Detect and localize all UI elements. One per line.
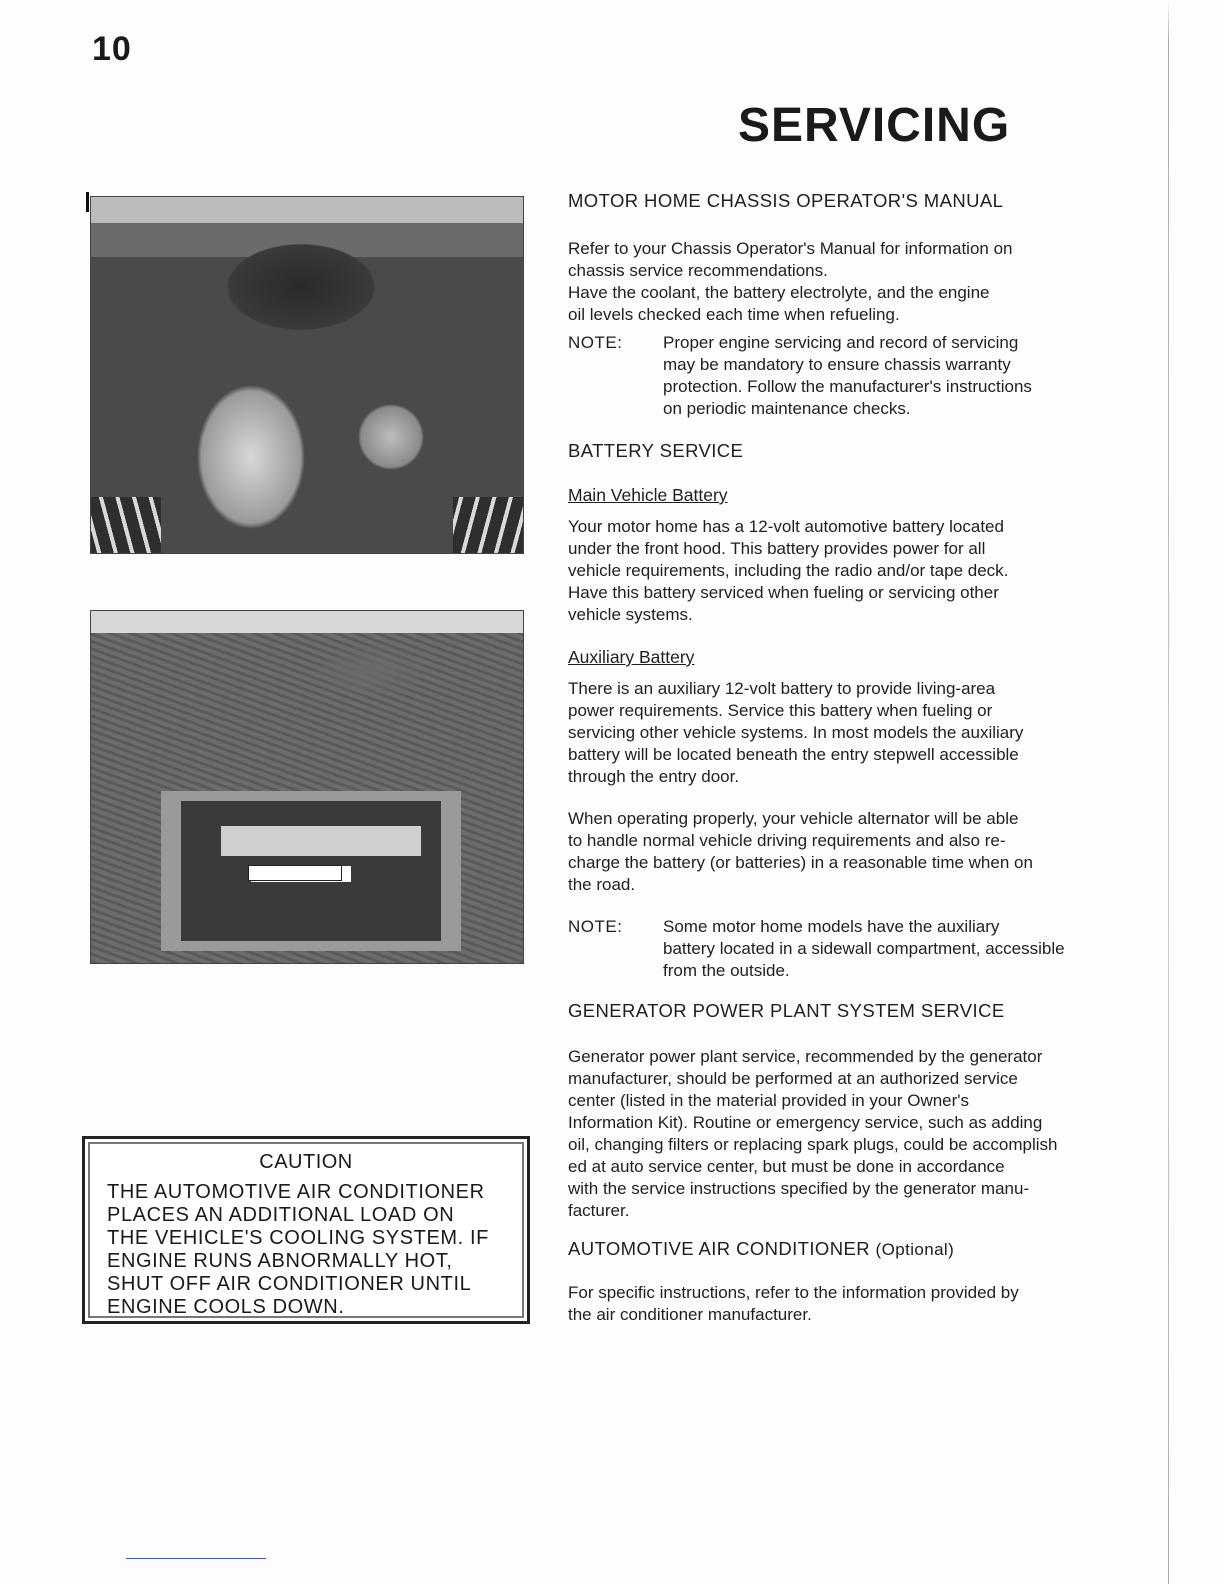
engine-photo [90,196,524,554]
photo-mark [86,192,89,212]
main-battery-subheading: Main Vehicle Battery [568,485,728,505]
main-battery-paragraph: Your motor home has a 12-volt automotive battery located under the front hood. This battery provides power for all vehicle requirements, including the radio and/or tape deck. Have this battery serviced when fueling or servicing other vehicle systems. [568,517,1009,624]
bottom-rule [126,1558,266,1559]
chassis-note-label: NOTE: [568,333,623,352]
generator-paragraph: Generator power plant service, recommended by the generator manufacturer, should be performed at an authorized service center (listed in the material provided in your Owner's Information Kit). Routine or emergency service, such as adding oil, changing filters or replacing spark plugs, could be accomplish ed at auto service center, but must be done in accordance with the service instructions specified by the generator manu- facturer. [568,1047,1058,1220]
battery-photo-label [248,865,342,881]
battery-note [568,916,1168,982]
page-title: SERVICING [738,99,1011,152]
chassis-paragraph: Refer to your Chassis Operator's Manual for information on chassis service recommendations. Have the coolant, the battery electrolyte, and the engine oil levels checked each time when refueling. [568,239,1013,324]
chassis-note [568,332,1168,420]
page-number: 10 [92,30,132,68]
aux-battery-subheading: Auxiliary Battery [568,647,695,667]
ac-heading-text: AUTOMOTIVE AIR CONDITIONER [568,1238,870,1259]
battery-note-text: Some motor home models have the auxiliary battery located in a sidewall compartment, accessible from the outside. [663,917,1065,980]
generator-heading: GENERATOR POWER PLANT SYSTEM SERVICE [568,1000,1005,1021]
caution-text: THE AUTOMOTIVE AIR CONDITIONER PLACES AN ADDITIONAL LOAD ON THE VEHICLE'S COOLING SYSTEM. IF ENGINE RUNS ABNORMALLY HOT, SHUT OFF AIR CONDITIONER UNTIL ENGINE COOLS DOWN. [107,1181,489,1318]
chassis-heading: MOTOR HOME CHASSIS OPERATOR'S MANUAL [568,190,1004,211]
ac-heading [568,1238,1168,1261]
ac-heading-note: (Optional) [875,1240,955,1259]
battery-photo [90,610,524,964]
caution-title: CAUTION [259,1151,353,1173]
aux-battery-paragraph: There is an auxiliary 12-volt battery to provide living-area power requirements. Service this battery when fueling or servicing other vehicle systems. In most models the auxiliary battery will be located beneath the entry stepwell accessible through the entry door. [568,679,1024,786]
ac-paragraph: For specific instructions, refer to the information provided by the air conditioner manufacturer. [568,1283,1019,1324]
battery-note-label: NOTE: [568,917,623,936]
battery-heading: BATTERY SERVICE [568,440,744,461]
chassis-note-text: Proper engine servicing and record of servicing may be mandatory to ensure chassis warranty protection. Follow the manufacturer's instructions on periodic maintenance checks. [663,333,1032,418]
alternator-paragraph: When operating properly, your vehicle alternator will be able to handle normal vehicle driving requirements and also re- charge the battery (or batteries) in a reasonable time when on the road. [568,809,1033,894]
scan-edge-line [1168,0,1169,1584]
caution-box [82,1136,530,1324]
